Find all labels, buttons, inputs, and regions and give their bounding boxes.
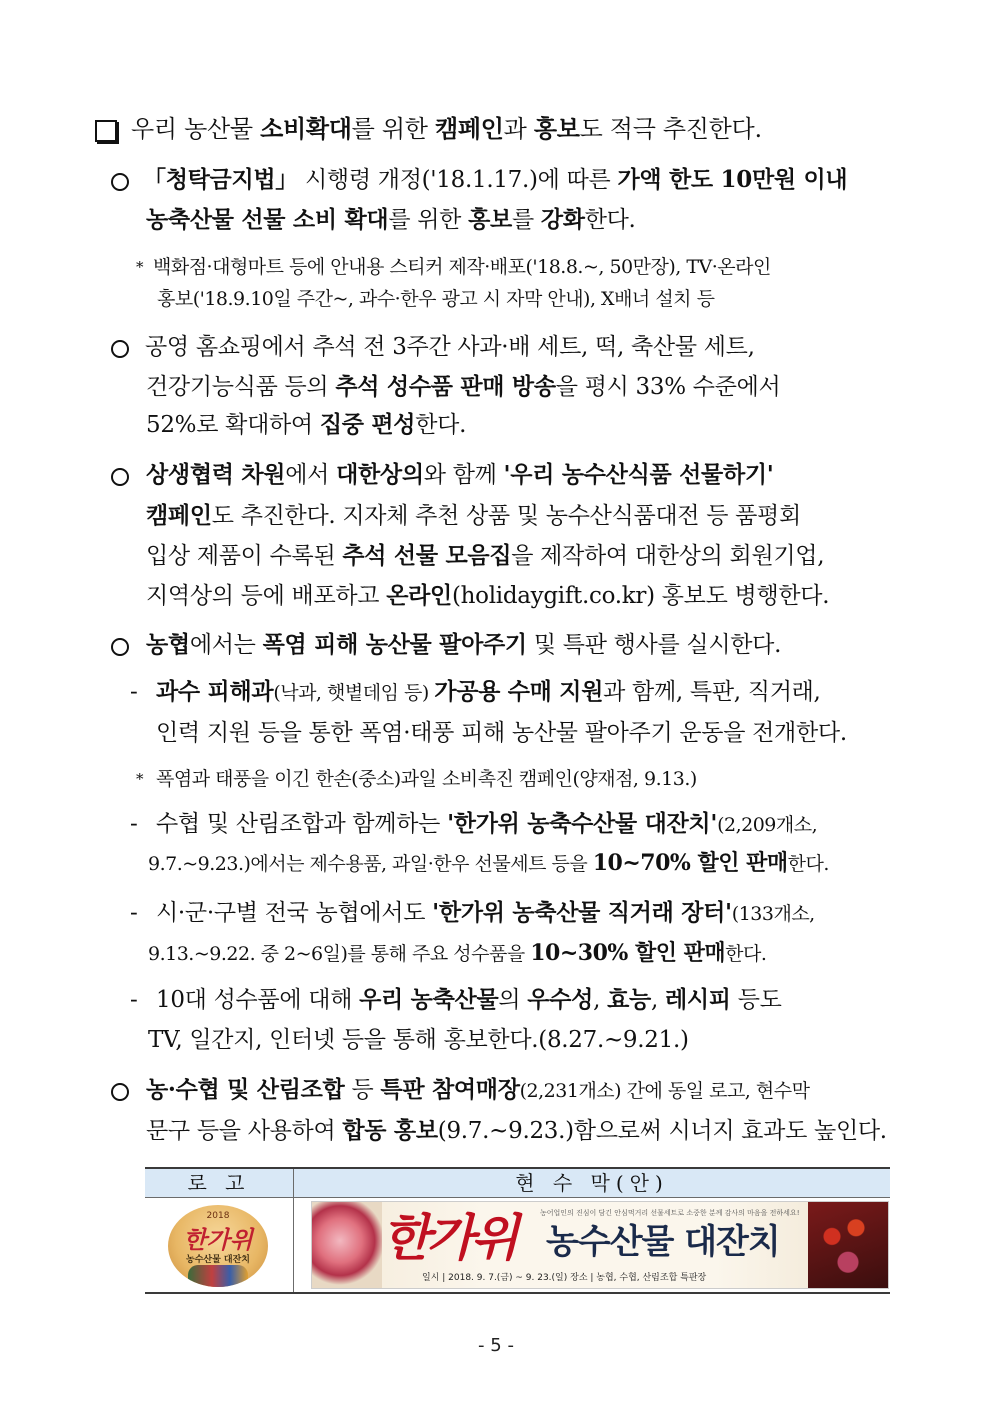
item2-line1: 공영 홈쇼핑에서 추석 전 3주간 사과·배 세트, 떡, 축산물 세트, — [145, 334, 755, 360]
flower-image — [312, 1202, 382, 1288]
item4-sub2-line2: 9.7.~9.23.)에서는 제수용품, 과일·한우 선물세트 등을 10~70% 할인 판매한다. — [148, 850, 829, 876]
logo-year: 2018 — [206, 1211, 230, 1221]
section-heading: 우리 농산물 소비확대를 위한 캠페인과 홍보도 적극 추진한다. — [131, 114, 762, 143]
item1-line1: 「청탁금지법」 시행령 개정('18.1.17.)에 따른 가액 한도 10만원 이내 — [143, 166, 848, 193]
item4-sub3-line1: 시·군·구별 전국 농협에서도 '한가위 농축산물 직거래 장터'(133개소, — [156, 899, 815, 926]
circle-bullet-icon — [111, 173, 129, 191]
item2-line2: 건강기능식품 등의 추석 성수품 판매 방송을 평시 33% 수준에서 — [146, 373, 781, 400]
page-number: - 5 - — [478, 1335, 514, 1356]
circle-bullet-icon — [111, 468, 129, 486]
circle-bullet-icon — [111, 1083, 129, 1101]
dash-bullet: - — [130, 679, 138, 705]
logo-figures-image — [188, 1265, 248, 1287]
dash-bullet: - — [130, 900, 138, 926]
table-header-banner: 현 수 막(안) — [294, 1169, 890, 1198]
item4-sub4-line2: TV, 일간지, 인터넷 등을 통해 홍보한다.(8.27.~9.21.) — [148, 1027, 689, 1053]
item1-note-line1: 백화점·대형마트 등에 안내용 스티커 제작·배포('18.8.~, 50만장), TV·온라인 — [153, 256, 771, 278]
checkbox-square-icon — [95, 120, 117, 142]
item4-sub1-line2: 인력 지원 등을 통한 폭염·태풍 피해 농산물 팔아주기 운동을 전개한다. — [156, 720, 847, 746]
item4-sub1-note: 폭염과 태풍을 이긴 한손(중소)과일 소비촉진 캠페인(양재점, 9.13.) — [156, 768, 697, 790]
item2-line3: 52%로 확대하여 집중 편성한다. — [146, 411, 467, 438]
item4-sub2-line1: 수협 및 산림조합과 함께하는 '한가위 농축수산물 대잔치'(2,209개소, — [156, 810, 818, 837]
banner-hangawi: 한가위 — [382, 1208, 515, 1267]
item5-line1: 농·수협 및 산림조합 등 특판 참여매장(2,231개소) 간에 동일 로고, 현수막 — [146, 1076, 810, 1103]
banner-tagline: 농어업인의 진심이 담긴 안심먹거리 선물세트로 소중한 분께 감사의 마음을 전하세요! — [540, 1209, 800, 1217]
item4-line1: 농협에서는 폭염 피해 농산물 팔아주기 및 특판 행사를 실시한다. — [146, 631, 782, 658]
logo-subtitle: 농수산물 대잔치 — [186, 1255, 250, 1265]
hangawi-logo — [168, 1205, 268, 1287]
item3-line3: 입상 제품이 수록된 추석 선물 모음집을 제작하여 대한상의 회원기업, — [146, 542, 825, 569]
item3-line2: 캠페인도 추진한다. 지자체 추천 상품 및 농수산식품대전 등 품평회 — [146, 502, 801, 529]
dash-bullet: - — [130, 987, 138, 1013]
item1-note-line2: 홍보('18.9.10일 주간~, 과수·한우 광고 시 자막 안내), X배너 설치 등 — [157, 288, 715, 310]
dash-bullet: - — [130, 811, 138, 837]
banner-title: 농수산물 대잔치 — [546, 1222, 780, 1262]
table-header-logo: 로 고 — [145, 1169, 294, 1198]
circle-bullet-icon — [111, 638, 129, 656]
gift-goods-image — [808, 1202, 888, 1288]
asterisk-icon: * — [136, 770, 144, 788]
logo-banner-table — [145, 1167, 890, 1294]
item3-line4: 지역상의 등에 배포하고 온라인(holidaygift.co.kr) 홍보도 병행한다. — [146, 582, 830, 609]
item1-line2: 농축산물 선물 소비 확대를 위한 홍보를 강화한다. — [146, 206, 636, 233]
item4-sub4-line1: 10대 성수품에 대해 우리 농축산물의 우수성, 효능, 레시피 등도 — [156, 986, 782, 1013]
item4-sub3-line2: 9.13.~9.22. 중 2~6일)를 통해 주요 성수품을 10~30% 할인 판매한다. — [148, 940, 767, 966]
circle-bullet-icon — [111, 340, 129, 358]
festival-banner — [311, 1201, 889, 1289]
logo-title: 한가위 — [183, 1225, 253, 1254]
item4-sub1-line1: 과수 피해과(낙과, 햇볕데임 등) 가공용 수매 지원과 함께, 특판, 직거래, — [156, 678, 821, 705]
item5-line2: 문구 등을 사용하여 합동 홍보(9.7.~9.23.)함으로써 시너지 효과도 높인다. — [146, 1117, 887, 1144]
item3-line1: 상생협력 차원에서 대한상의와 함께 '우리 농수산식품 선물하기' — [146, 461, 774, 488]
asterisk-icon: * — [136, 258, 144, 276]
banner-info: 일시 | 2018. 9. 7.(금) ~ 9. 23.(일) 장소 | 농협, 수협, 산림조합 특판장 — [422, 1273, 707, 1283]
table-divider — [293, 1197, 294, 1292]
